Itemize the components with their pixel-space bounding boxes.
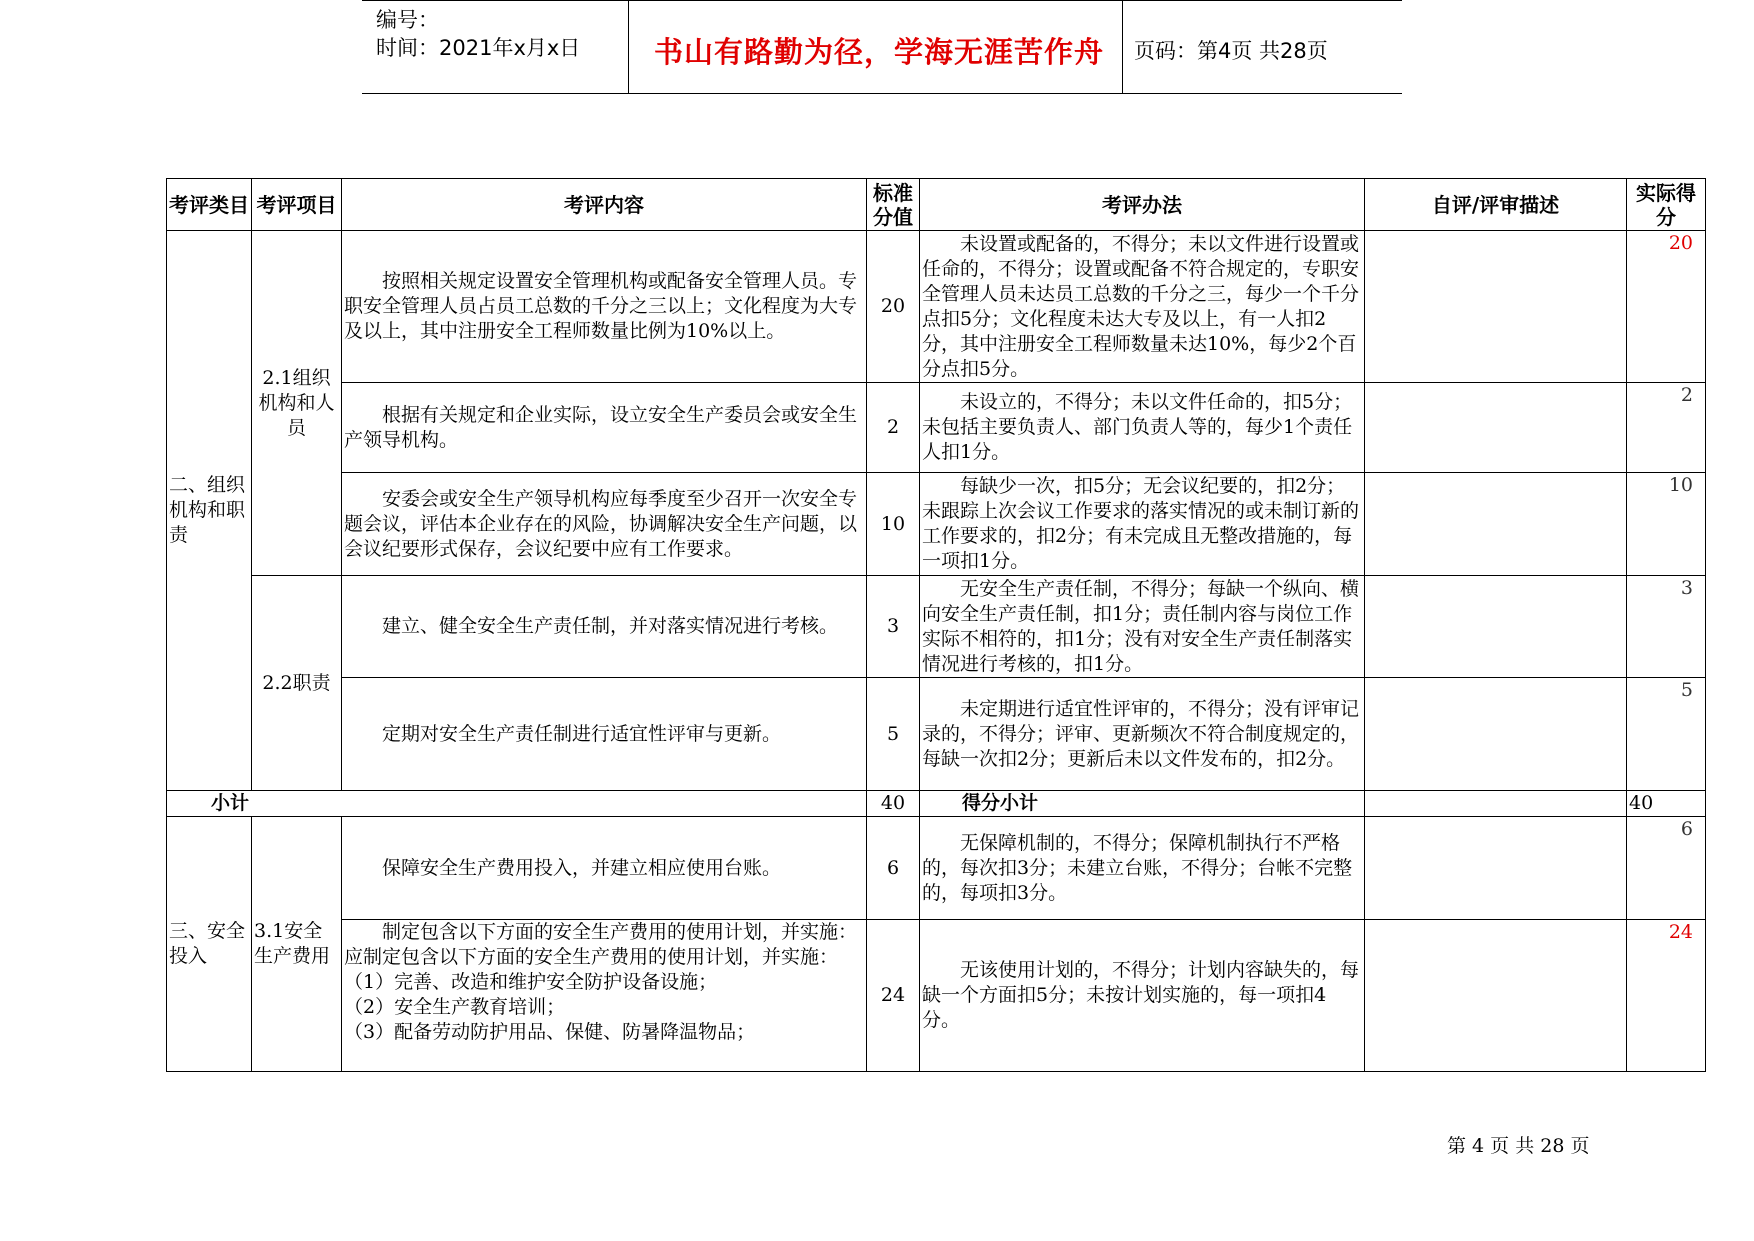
header-divider-right	[1122, 0, 1123, 94]
description-cell[interactable]	[1365, 678, 1627, 791]
subtotal-description[interactable]	[1365, 791, 1627, 817]
page-footer: 第 4 页 共 28 页	[1447, 1135, 1590, 1157]
content-cell: 保障安全生产费用投入，并建立相应使用台账。	[342, 817, 867, 920]
method-cell: 无保障机制的，不得分；保障机制执行不严格的，每次扣3分；未建立台账，不得分；台帐不完整的，每项扣3分。	[920, 817, 1365, 920]
score-cell: 6	[1627, 817, 1706, 920]
score-cell: 3	[1627, 576, 1706, 678]
item-2-1: 2.1组织机构和人员	[252, 231, 342, 576]
subtotal-score-label: 得分小计	[920, 791, 1365, 817]
category-org: 二、组织机构和职责	[167, 231, 252, 791]
method-cell: 未设立的，不得分；未以文件任命的，扣5分；未包括主要负责人、部门负责人等的，每少1个责任人扣1分。	[920, 383, 1365, 473]
table-header-row	[167, 179, 1706, 231]
subtotal-label: 小计	[167, 791, 867, 817]
content-cell: 建立、健全安全生产责任制，并对落实情况进行考核。	[342, 576, 867, 678]
table-row	[167, 817, 1706, 920]
subtotal-standard: 40	[867, 791, 920, 817]
header-category: 考评类目	[167, 179, 252, 231]
table-row	[167, 576, 1706, 678]
score-cell: 5	[1627, 678, 1706, 791]
subtotal-row	[167, 791, 1706, 817]
serial-label: 编号：	[376, 8, 439, 32]
category-invest: 三、安全投入	[167, 817, 252, 1072]
description-cell[interactable]	[1365, 383, 1627, 473]
header-content: 考评内容	[342, 179, 867, 231]
method-cell: 每缺少一次，扣5分；无会议纪要的，扣2分；未跟踪上次会议工作要求的落实情况的或未制订新的工作要求的，扣2分；有未完成且无整改措施的，每一项扣1分。	[920, 473, 1365, 576]
table-row	[167, 383, 1706, 473]
header-top-rule	[362, 0, 1402, 1]
header-item: 考评项目	[252, 179, 342, 231]
method-cell: 未设置或配备的，不得分；未以文件进行设置或任命的，不得分；设置或配备不符合规定的，专职安全管理人员未达员工总数的千分之三，每少一个千分点扣5分；文化程度未达大专及以上，有一人扣2分，其中注册安全工程师数量未达10%，每少2个百分点扣5分。	[920, 231, 1365, 383]
description-cell[interactable]	[1365, 473, 1627, 576]
content-cell: 根据有关规定和企业实际，设立安全生产委员会或安全生产领导机构。	[342, 383, 867, 473]
description-cell[interactable]	[1365, 576, 1627, 678]
score-cell: 2	[1627, 383, 1706, 473]
content-cell: 安委会或安全生产领导机构应每季度至少召开一次安全专题会议，评估本企业存在的风险，协调解决安全生产问题，以会议纪要形式保存，会议纪要中应有工作要求。	[342, 473, 867, 576]
standard-cell: 20	[867, 231, 920, 383]
standard-cell: 24	[867, 920, 920, 1072]
score-cell: 10	[1627, 473, 1706, 576]
method-cell: 未定期进行适宜性评审的，不得分；没有评审记录的，不得分；评审、更新频次不符合制度规定的，每缺一次扣2分；更新后未以文件发布的，扣2分。	[920, 678, 1365, 791]
list-item: （3）配备劳动防护用品、保健、防暑降温物品；	[344, 1021, 756, 1043]
description-cell[interactable]	[1365, 231, 1627, 383]
date-label: 时间：2021年x月x日	[376, 36, 581, 60]
standard-cell: 3	[867, 576, 920, 678]
list-item: （2）安全生产教育培训；	[344, 996, 566, 1018]
content-cell	[342, 920, 867, 1072]
method-cell: 无该使用计划的，不得分；计划内容缺失的，每缺一个方面扣5分；未按计划实施的，每一项扣4分。	[920, 920, 1365, 1072]
table-row	[167, 231, 1706, 383]
score-cell: 20	[1627, 231, 1706, 383]
table-row	[167, 920, 1706, 1072]
standard-cell: 5	[867, 678, 920, 791]
standard-cell: 10	[867, 473, 920, 576]
item-3-1: 3.1安全生产费用	[252, 817, 342, 1072]
description-cell[interactable]	[1365, 817, 1627, 920]
content-intro: 制定包含以下方面的安全生产费用的使用计划，并实施：应制定包含以下方面的安全生产费用的使用计划，并实施：	[344, 921, 858, 968]
table-row	[167, 473, 1706, 576]
header-standard: 标准分值	[867, 179, 920, 231]
subtotal-score: 40	[1627, 791, 1706, 817]
motto: 书山有路勤为径，学海无涯苦作舟	[654, 35, 1105, 69]
item-2-2: 2.2职责	[252, 576, 342, 791]
standard-cell: 6	[867, 817, 920, 920]
header-method: 考评办法	[920, 179, 1365, 231]
content-cell: 按照相关规定设置安全管理机构或配备安全管理人员。专职安全管理人员占员工总数的千分之三以上；文化程度为大专及以上，其中注册安全工程师数量比例为10%以上。	[342, 231, 867, 383]
header-divider-left	[628, 0, 629, 94]
page-label: 页码：第4页 共28页	[1134, 39, 1328, 63]
table-row	[167, 678, 1706, 791]
method-cell: 无安全生产责任制，不得分；每缺一个纵向、横向安全生产责任制，扣1分；责任制内容与岗位工作实际不相符的，扣1分；没有对安全生产责任制落实情况进行考核的，扣1分。	[920, 576, 1365, 678]
content-cell: 定期对安全生产责任制进行适宜性评审与更新。	[342, 678, 867, 791]
evaluation-table	[166, 178, 1706, 1072]
score-cell: 24	[1627, 920, 1706, 1072]
description-cell[interactable]	[1365, 920, 1627, 1072]
header-bottom-rule	[362, 93, 1402, 94]
list-item: （1）完善、改造和维护安全防护设备设施；	[344, 971, 718, 993]
standard-cell: 2	[867, 383, 920, 473]
header-score: 实际得分	[1627, 179, 1706, 231]
header-description: 自评/评审描述	[1365, 179, 1627, 231]
